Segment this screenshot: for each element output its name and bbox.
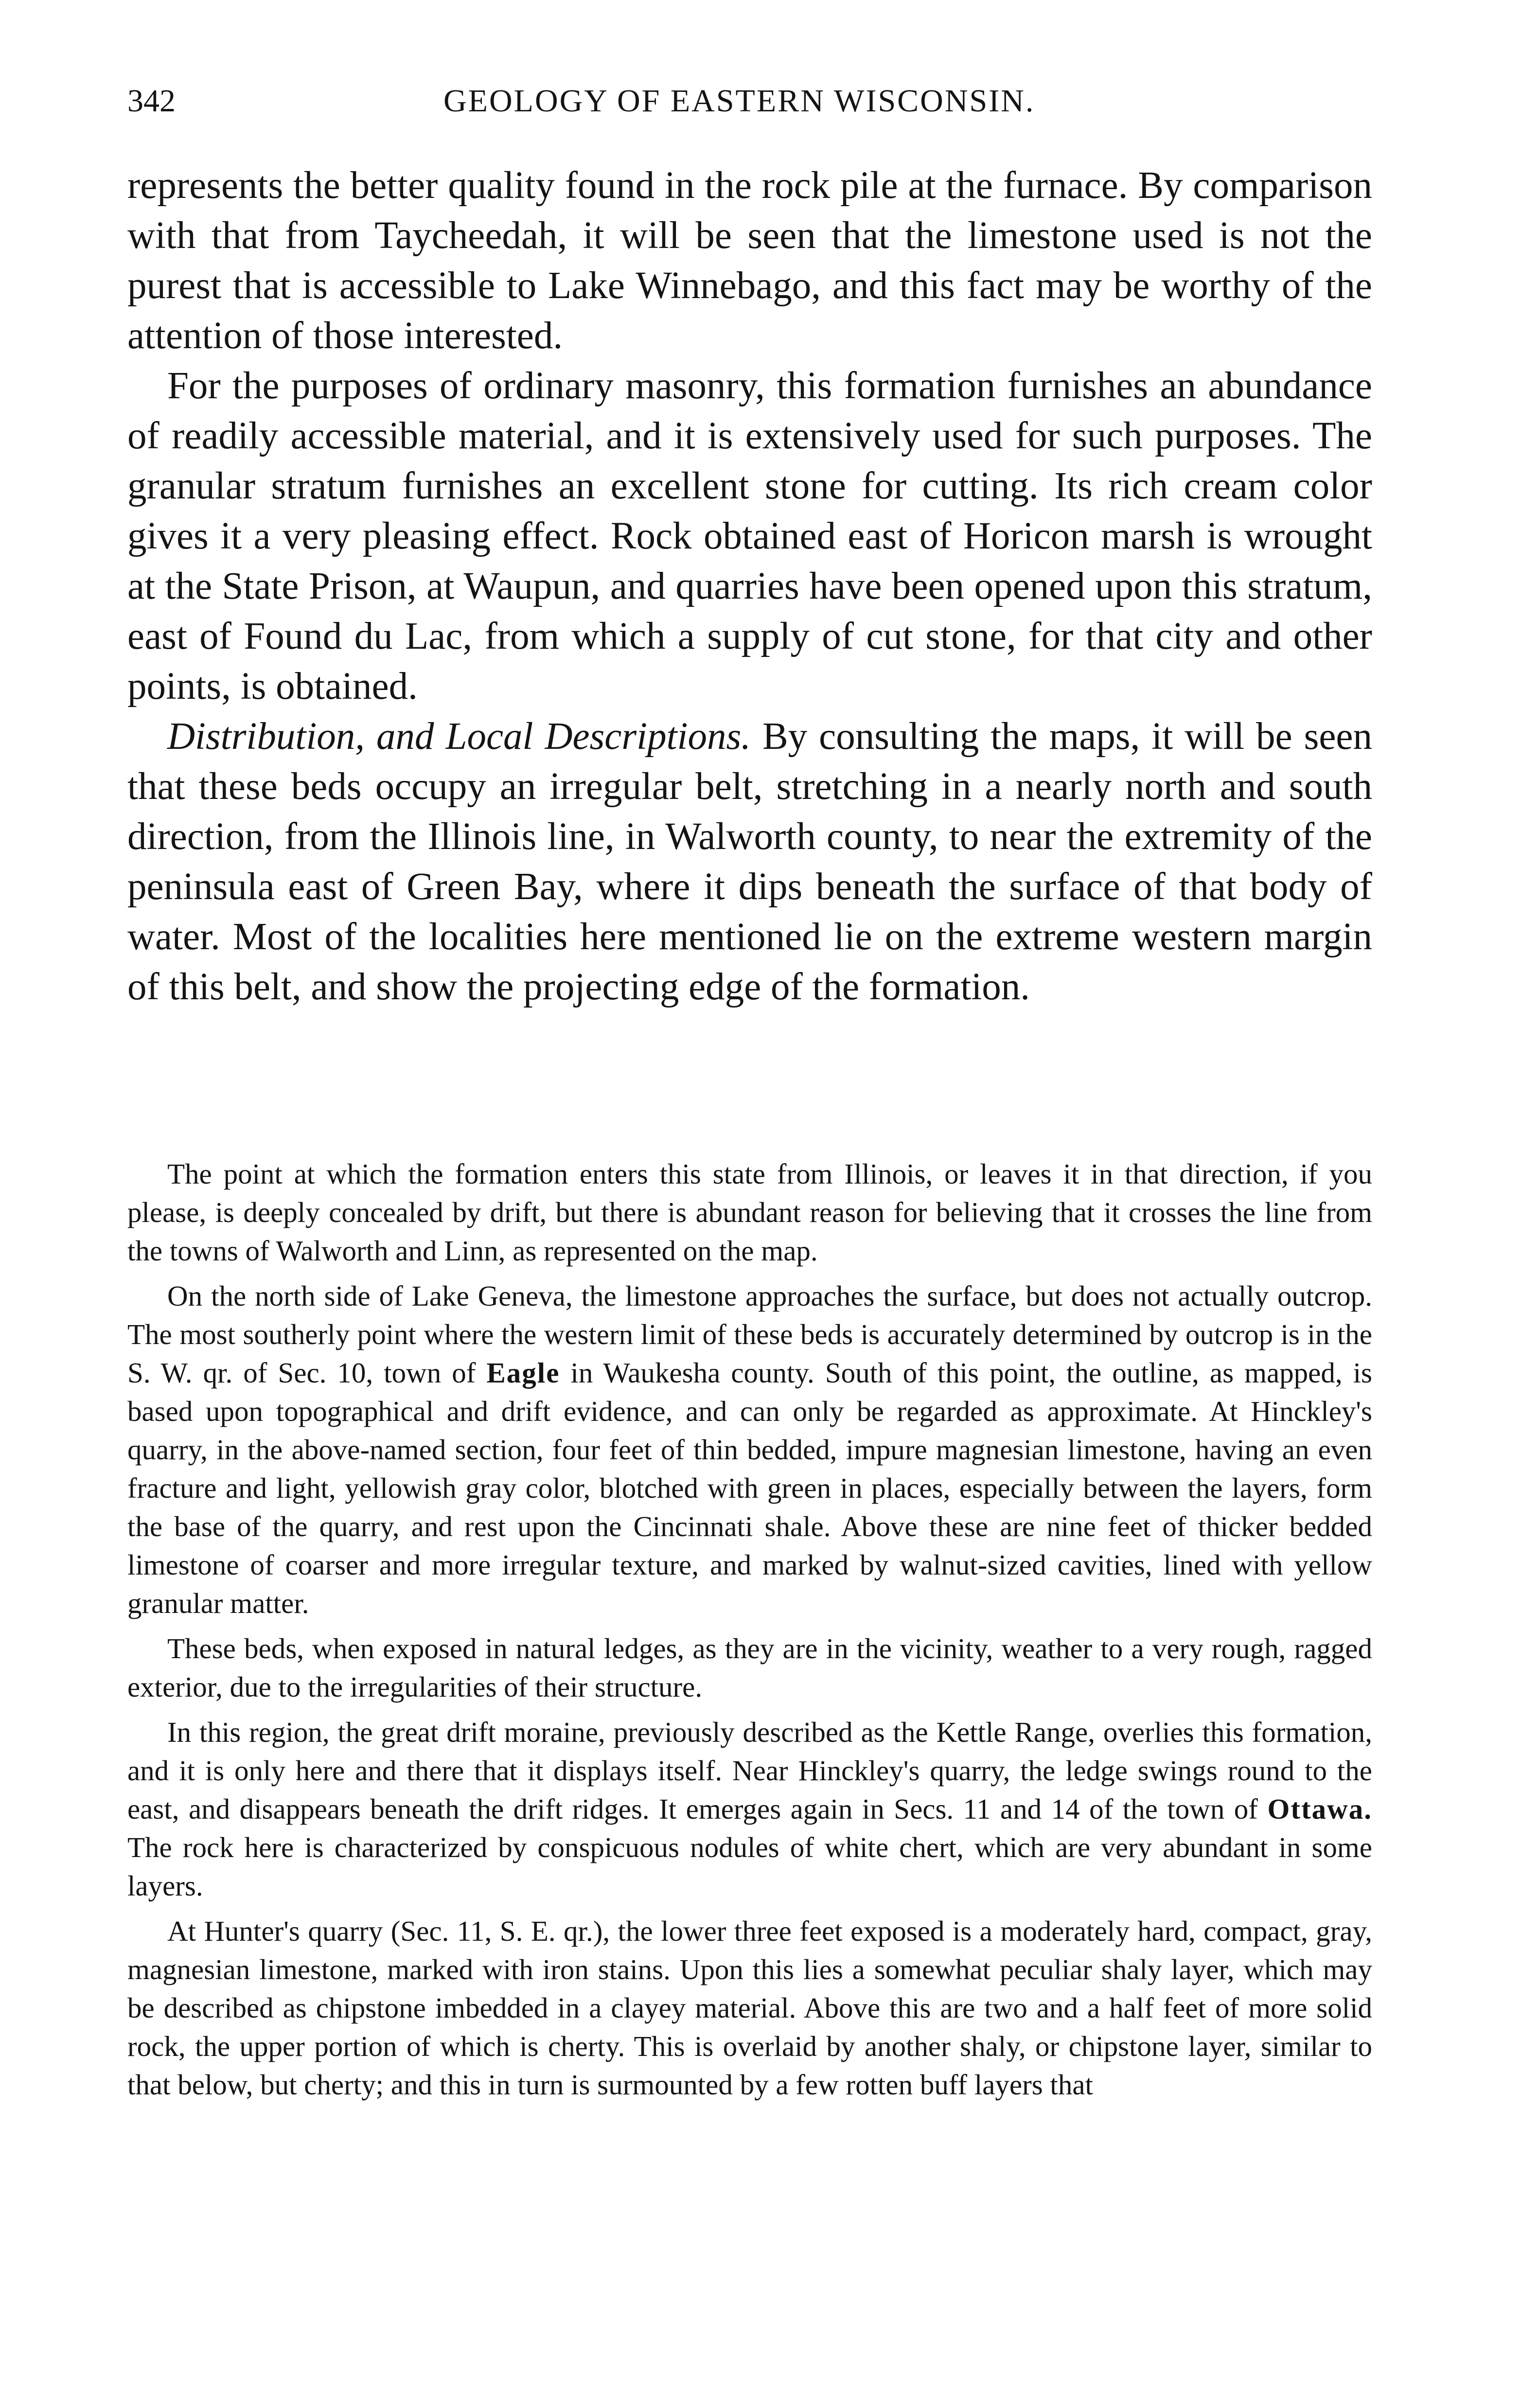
running-title: GEOLOGY OF EASTERN WISCONSIN. xyxy=(443,83,1035,119)
paragraph-lake-geneva-text-b: in Waukesha county. South of this point, the outline, as mapped, is based upon topographical and drift evidence, and can only be regarded as approximate. At Hinckley's quarry, in the above-named section, four feet of thin bedded, impure magnesian limestone, having an even fracture and light, yellowish gray color, blotched with green in places, especially between the layers, form the base of the quarry, and rest upon the Cincinnati shale. Above these are nine feet of thicker bedded limestone of coarser and more irregular texture, and marked by walnut-sized cavities, lined with yellow granular matter. xyxy=(127,1357,1372,1619)
place-name-eagle: Eagle xyxy=(486,1357,560,1389)
paragraph-rock-pile: represents the better quality found in the rock pile at the furnace. By comparison with that from Taycheedah, it will be seen that the limestone used is not the purest that is accessible to Lake Winnebago, and this fact may be worthy of the attention of those interested. xyxy=(127,164,1372,357)
local-descriptions xyxy=(127,1155,1372,2111)
paragraph-hunters-quarry: At Hunter's quarry (Sec. 11, S. E. qr.), the lower three feet exposed is a moderately hard, compact, gray, magnesian limestone, marked with iron stains. Upon this lies a somewhat peculiar shaly layer, which may be described as chipstone imbedded in a clayey material. Above this are two and a half feet of more solid rock, the upper portion of which is cherty. This is overlaid by another shaly, or chipstone layer, similar to that below, but cherty; and this in turn is surmounted by a few rotten buff layers that xyxy=(127,1915,1372,2101)
paragraph-illinois-line: The point at which the formation enters this state from Illinois, or leaves it in that direction, if you please, is deeply concealed by drift, but there is abundant reason for believing that it crosses the line from the towns of Walworth and Linn, as represented on the map. xyxy=(127,1158,1372,1267)
place-name-ottawa: Ottawa. xyxy=(1267,1793,1372,1825)
paragraph-lake-geneva xyxy=(127,1277,1372,1623)
paragraph-distribution-text: By consulting the maps, it will be seen that these beds occupy an irregular belt, stretching in a nearly north and south direction, from the Illinois line, in Walworth county, to near the extremity of the peninsula east of Green Bay, where it dips beneath the surface of that body of water. Most of the localities here mentioned lie on the extreme western margin of this belt, and show the projecting edge of the formation. xyxy=(127,715,1372,1008)
running-header xyxy=(127,82,1372,121)
section-heading-distribution: Distribution, and Local Descriptions. xyxy=(167,715,751,758)
paragraph-kettle-range xyxy=(127,1713,1372,1905)
page-number: 342 xyxy=(127,83,176,119)
paragraph-distribution xyxy=(127,711,1372,1012)
paragraph-kettle-range-text-b: The rock here is characterized by conspicuous nodules of white chert, which are very abundant in some layers. xyxy=(127,1831,1372,1902)
paragraph-kettle-range-text-a: In this region, the great drift moraine, previously described as the Kettle Range, overlies this formation, and it is only here and there that it displays itself. Near Hinckley's quarry, the ledge swings round to the east, and disappears beneath the drift ridges. It emerges again in Secs. 11 and 14 of the town of xyxy=(127,1716,1372,1825)
paragraph-lake-geneva-text-a: On the north side of Lake Geneva, the limestone approaches the surface, but does not actually outcrop. The most southerly point where the western limit of these beds is accurately determined by outcrop is in the S. W. qr. of Sec. 10, town of xyxy=(127,1280,1372,1389)
main-text xyxy=(127,160,1372,1012)
paragraph-weathering: These beds, when exposed in natural ledges, as they are in the vicinity, weather to a very rough, ragged exterior, due to the irregularities of their structure. xyxy=(127,1632,1372,1703)
paragraph-masonry: For the purposes of ordinary masonry, this formation furnishes an abundance of readily accessible material, and it is extensively used for such purposes. The granular stratum furnishes an excellent stone for cutting. Its rich cream color gives it a very pleasing effect. Rock obtained east of Horicon marsh is wrought at the State Prison, at Waupun, and quarries have been opened upon this stratum, east of Found du Lac, from which a supply of cut stone, for that city and other points, is obtained. xyxy=(127,365,1372,708)
